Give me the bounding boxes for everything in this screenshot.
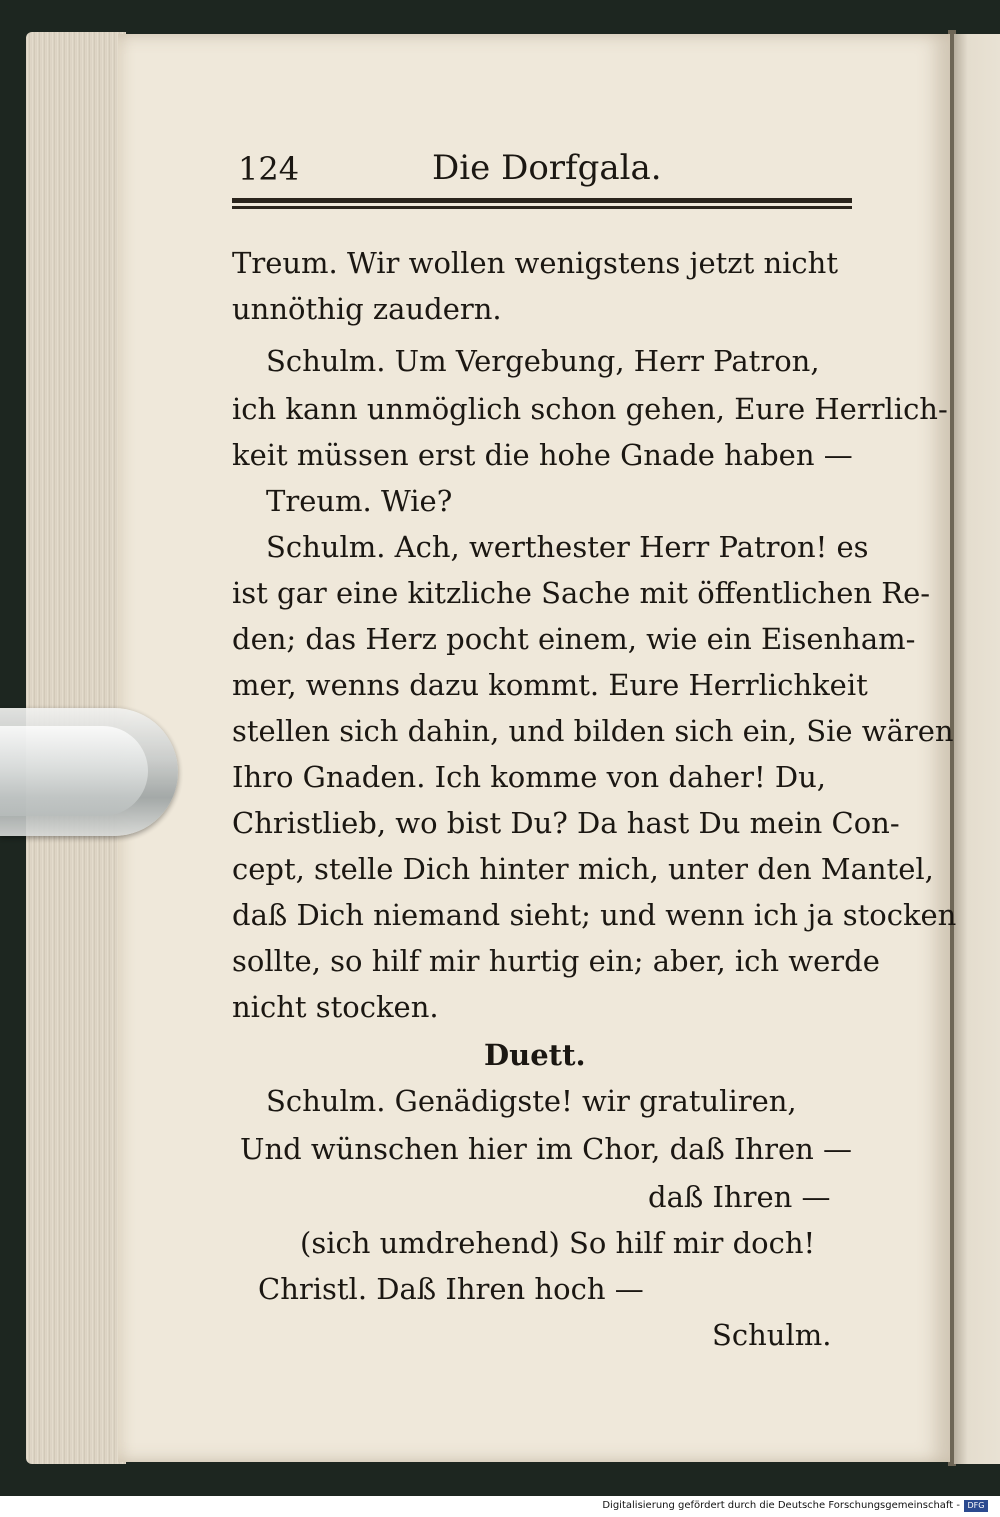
body-line: Ihro Gnaden. Ich komme von daher! Du, — [232, 760, 826, 794]
body-line: ist gar eine kitzliche Sache mit öffentlichen Re- — [232, 576, 931, 610]
body-line: keit müssen erst die hohe Gnade haben — — [232, 438, 853, 472]
body-line: Schulm. Ach, werthester Herr Patron! es — [266, 530, 869, 564]
body-line: ich kann unmöglich schon gehen, Eure Herrlich- — [232, 392, 948, 426]
body-line: unnöthig zaudern. — [232, 292, 502, 326]
dfg-logo: DFG — [964, 1500, 988, 1512]
song-line: Schulm. — [712, 1318, 832, 1352]
song-line: Und wünschen hier im Chor, daß Ihren — — [240, 1132, 853, 1166]
body-line: den; das Herz pocht einem, wie ein Eisenham- — [232, 622, 916, 656]
body-line: Christlieb, wo bist Du? Da hast Du mein Con- — [232, 806, 900, 840]
body-line: Schulm. Um Vergebung, Herr Patron, — [266, 344, 820, 378]
song-line: Christl. Daß Ihren hoch — — [258, 1272, 644, 1306]
header-rule-thin — [232, 206, 852, 209]
body-line: stellen sich dahin, und bilden sich ein, Sie wären — [232, 714, 954, 748]
body-line: mer, wenns dazu kommt. Eure Herrlichkeit — [232, 668, 868, 702]
body-line: daß Dich niemand sieht; und wenn ich ja stocken — [232, 898, 957, 932]
body-line: sollte, so hilf mir hurtig ein; aber, ich werde — [232, 944, 880, 978]
song-line: (sich umdrehend) So hilf mir doch! — [300, 1226, 816, 1260]
page-number: 124 — [238, 150, 300, 188]
body-line: Treum. Wir wollen wenigstens jetzt nicht — [232, 246, 838, 280]
section-heading: Duett. — [484, 1038, 586, 1072]
body-line: cept, stelle Dich hinter mich, unter den Mantel, — [232, 852, 934, 886]
song-line: Schulm. Genädigste! wir gratuliren, — [266, 1084, 797, 1118]
page-clip-highlight — [0, 726, 148, 816]
running-title: Die Dorfgala. — [432, 148, 662, 188]
body-line: Treum. Wie? — [266, 484, 453, 518]
body-line: nicht stocken. — [232, 990, 439, 1024]
song-line: daß Ihren — — [648, 1180, 831, 1214]
footer-credit: Digitalisierung gefördert durch die Deutsche Forschungsgemeinschaft - — [602, 1500, 960, 1511]
header-rule — [232, 198, 852, 203]
facing-page-edge — [954, 34, 1000, 1464]
